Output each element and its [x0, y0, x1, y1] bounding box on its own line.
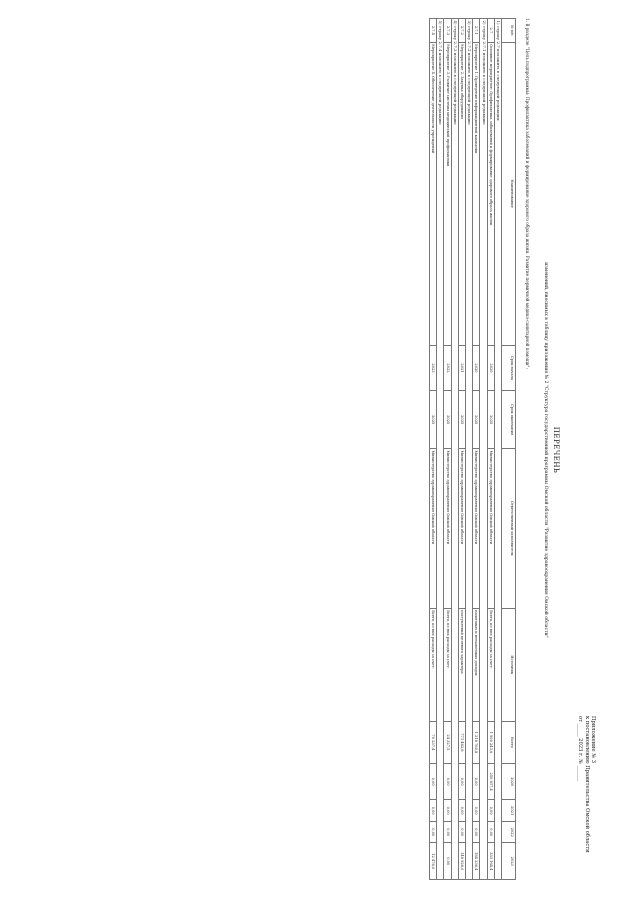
- row-value: 0,00: [444, 800, 451, 822]
- row-executor: Министерство здравоохранения Омской области: [473, 448, 480, 608]
- header-cell: № п/п: [502, 19, 516, 43]
- row-value: 1 218 760,8: [473, 721, 480, 763]
- row-source: Всего, из них расходы за счет:: [487, 608, 494, 721]
- row-number: 2.7: [487, 19, 494, 43]
- row-value: 0,00: [444, 763, 451, 799]
- table-row: [444, 19, 451, 880]
- row-name: Основное мероприятие: Профилактика заболеваний и формирование здорового образа жизни: [487, 42, 494, 345]
- row-number: 2.7.2: [458, 19, 465, 43]
- header-cell: Всего: [502, 721, 516, 763]
- row-value: 0,00: [458, 800, 465, 822]
- table-row: [429, 19, 436, 880]
- row-source: Всего, из них расходы за счет:: [429, 608, 436, 721]
- section-heading: 2) строку 2.7.1 изложить в следующей редакции:: [480, 19, 487, 880]
- header-cell: Наименование: [502, 42, 516, 345]
- row-executor: Министерство здравоохранения Омской области: [429, 448, 436, 608]
- changes-table: [429, 18, 516, 880]
- section-heading: 1) строку 2.7 изложить в следующей редакции:: [494, 19, 501, 880]
- header-cell: Источник: [502, 608, 516, 721]
- row-start: 2020: [473, 345, 480, 391]
- row-value: 333 164,4: [487, 843, 494, 880]
- row-value: 24 327,5: [444, 721, 451, 763]
- table-row: [473, 19, 480, 880]
- row-value: 0,00: [473, 821, 480, 843]
- row-value: 0,00: [444, 821, 451, 843]
- header-cell: Срок начала: [502, 345, 516, 391]
- row-number: 2.7.4: [429, 19, 436, 43]
- row-name: Мероприятие 3. Развитие системы медицинской профилактики: [444, 42, 451, 345]
- row-name: Мероприятие 2. Закупка оборудования: [458, 42, 465, 345]
- row-executor: Министерство здравоохранения Омской области: [487, 448, 494, 608]
- header-cell: 2022: [502, 821, 516, 843]
- row-end: 2025: [473, 391, 480, 449]
- header-cell: 2023: [502, 843, 516, 880]
- appendix-line-2: к постановлению Правительства Омской области: [583, 716, 590, 853]
- row-value: 148 928,0: [458, 843, 465, 880]
- row-source: Всего, из них расходы за счет:: [444, 608, 451, 721]
- document-title: ПЕРЕЧЕНЬ: [552, 426, 560, 474]
- row-value: 0,00: [429, 800, 436, 822]
- row-start: 2021: [458, 345, 465, 391]
- row-executor: Министерство здравоохранения Омской области: [458, 448, 465, 608]
- row-end: 2025: [429, 391, 436, 449]
- header-cell: Ответственный исполнитель: [502, 448, 516, 608]
- rotated-sheet: [40, 10, 600, 890]
- header-cell: Срок окончания: [502, 391, 516, 449]
- row-value: 259 817,4: [487, 763, 494, 799]
- row-name: Мероприятие 4. Обеспечение деятельности учреждений: [429, 42, 436, 345]
- row-end: 2025: [444, 391, 451, 449]
- row-end: 2025: [458, 391, 465, 449]
- appendix-line-3: от _____ 2023 г. № ______: [577, 716, 584, 782]
- row-value: 0,00: [429, 763, 436, 799]
- row-value: 0,00: [458, 821, 465, 843]
- section-heading: 5) строку 2.7.4 изложить в следующей редакции:: [437, 19, 444, 880]
- row-value: 12 478,0: [429, 843, 436, 880]
- row-start: 2023: [429, 345, 436, 391]
- row-value: 0,00: [429, 821, 436, 843]
- header-cell: 2020: [502, 763, 516, 799]
- row-value: 771 482,8: [458, 721, 465, 763]
- row-start: 2020: [487, 345, 494, 391]
- section-heading: 4) строку 2.7.3 изложить в следующей редакции:: [451, 19, 458, 880]
- document-subtitle: изменений, вносимых в таблицу приложения № 2 "Структура государственной программы Омской области "Развитие здравоохранения Омской области": [543, 262, 548, 638]
- header-cell: 2021: [502, 800, 516, 822]
- section-heading: 3) строку 2.7.2 изложить в следующей редакции:: [465, 19, 472, 880]
- row-value: 70 237,4: [429, 721, 436, 763]
- row-executor: Министерство здравоохранения Омской области: [444, 448, 451, 608]
- row-source: поступлений целевого характера: [458, 608, 465, 721]
- table-header-row: [502, 19, 516, 880]
- table-row: [458, 19, 465, 880]
- intro-text: 1. В разделе "Цель подпрограммы: Профилактика заболеваний и формирование здорового образа жизни. Развитие первичной медико-санитарной помощи":: [525, 18, 530, 369]
- row-value: 0,00: [458, 763, 465, 799]
- row-value: 0,00: [487, 821, 494, 843]
- appendix-line-1: Приложение № 3: [590, 716, 596, 764]
- row-value: 184 236,4: [473, 843, 480, 880]
- table-row: [487, 19, 494, 880]
- row-source: налоговых и неналоговых доходов: [473, 608, 480, 721]
- row-value: 0,00: [444, 843, 451, 880]
- row-value: 0,00: [487, 800, 494, 822]
- row-name: Мероприятие 1. Проведение информационной кампании: [473, 42, 480, 345]
- row-end: 2025: [487, 391, 494, 449]
- appendix-block: [577, 716, 596, 876]
- row-value: 0,00: [473, 800, 480, 822]
- row-start: 2022: [444, 345, 451, 391]
- row-value: 0,00: [473, 763, 480, 799]
- row-number: 2.7.3: [444, 19, 451, 43]
- row-value: 1 990 243,6: [487, 721, 494, 763]
- row-number: 2.7.1: [473, 19, 480, 43]
